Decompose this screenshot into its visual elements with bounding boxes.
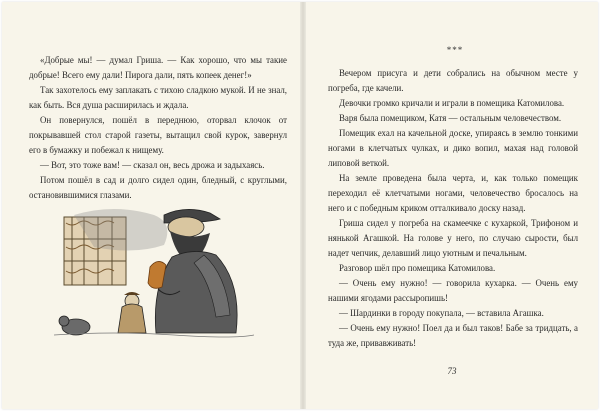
paragraph: — Очень ему нужно! Поел да и был таков! Бабе за тридцать, а туда же, привавживать! [328, 323, 578, 348]
paragraph: Гриша сидел у погреба на скамеечке с кухаркой, Трифоном и нянькой Агашкой. На голове у него, по случаю сырости, был надет чепчик, делавший лицо уютным и печальным. [328, 218, 578, 258]
paragraph: Варя была помещиком, Катя — остальным человечеством. [339, 113, 562, 123]
page-number: 73 [447, 366, 457, 376]
boy-figure [118, 292, 146, 333]
paragraph: — Шардинки в городу покупала, — вставила Агашка. [339, 308, 544, 318]
right-page [306, 2, 598, 409]
paragraph: Разговор шёл про помещика Катомилова. [339, 263, 496, 273]
section-ornament: *** [446, 45, 464, 55]
book-spread [2, 2, 598, 409]
paragraph: Так захотелось ему заплакать с тихою сладкою мукой. И не знал, как быть. Вся душа расширилась и ждала. [29, 85, 287, 110]
cat-figure [59, 316, 90, 335]
left-page-text [29, 53, 287, 203]
paragraph: — Вот, это тоже вам! — сказал он, весь дрожа и задыхаясь. [40, 160, 265, 170]
paragraph: Он повернулся, пошёл в переднюю, оторвал клочок от покрывавшей стол старой газеты, вытащил свой курок, завернул его в бумажку и побежал к нищему. [29, 115, 287, 155]
illustration-beggar-with-boy [54, 197, 254, 347]
paragraph: На земле проведена была черта, и, как только помещик переходил её клетчатыми ногами, человечество бросалось на него и с победным криком отталкивало доску назад. [328, 173, 578, 213]
paragraph: Вечером присуга и дети собрались на обычном месте у погреба, где качели. [328, 68, 578, 93]
paragraph: Помещик ехал на качельной доске, упираясь в землю тонкими ногами в клетчатых чулках, и дико вопил, махая над головой липовой веткой. [328, 128, 578, 168]
left-page [2, 2, 300, 409]
right-page-text [328, 66, 578, 351]
paragraph: «Добрые мы! — думал Гриша. — Как хорошо, что мы такие добрые! Всего ему дали! Пирога дали, пять копеек денег!» [29, 55, 287, 80]
ground-line [54, 333, 254, 337]
paragraph: Девочки громко кричали и играли в помещика Катомилова. [339, 98, 565, 108]
paragraph: Потом пошёл в сад и долго сидел один, бледный, с круглыми, остановившимися глазами. [29, 175, 287, 200]
paragraph: — Очень ему нужно! — говорила кухарка. — Очень ему нашими ягодами рассыропишь! [328, 278, 578, 303]
